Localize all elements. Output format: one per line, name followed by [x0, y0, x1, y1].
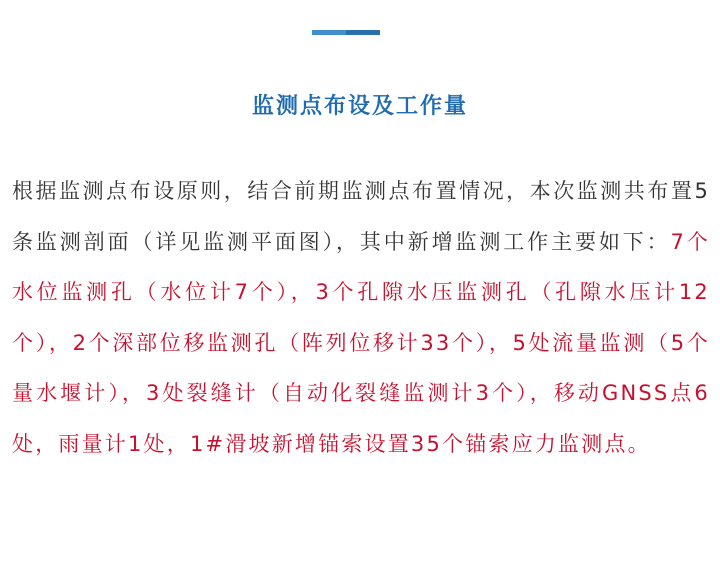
top-accent-bar [312, 30, 380, 35]
section-title: 监测点布设及工作量 [251, 94, 468, 119]
accent-segment-dark [346, 30, 380, 35]
accent-segment-light [312, 30, 346, 35]
paragraph-intro-text: 根据监测点布设原则，结合前期监测点布置情况，本次监测共布置5条监测剖面（详见监测平面图），其中新增监测工作主要如下： [12, 179, 710, 254]
paragraph-highlight-text: 7个水位监测孔（水位计7个），3个孔隙水压监测孔（孔隙水压计12个），2个深部位移监测孔（阵列位移计33个），5处流量监测（5个量水堰计），3处裂缝计（自动化裂缝监测计3个），移动GNSS点6处，雨量计1处，1#滑坡新增锚索设置35个锚索应力监测点。 [12, 229, 710, 456]
article-paragraph [12, 166, 710, 469]
